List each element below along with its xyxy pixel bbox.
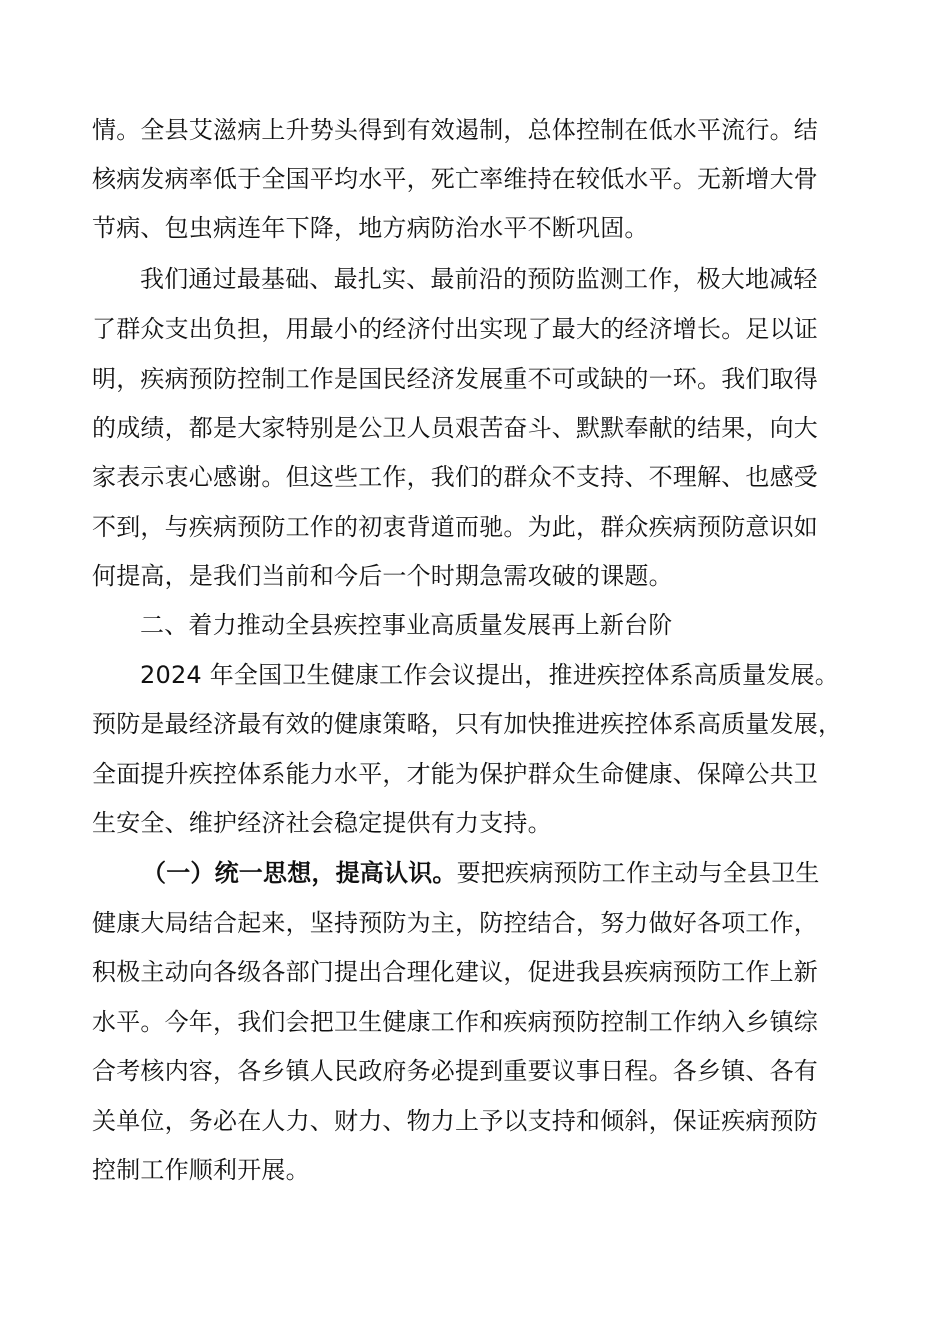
subsection-heading: （一）统一思想，提高认识。 xyxy=(142,859,457,887)
text-line: 生安全、维护经济社会稳定提供有力支持。 xyxy=(92,809,552,837)
text-line: 健康大局结合起来，坚持预防为主，防控结合，努力做好各项工作， xyxy=(92,909,818,937)
text-line: 全面提升疾控体系能力水平，才能为保护群众生命健康、保障公共卫 xyxy=(92,760,818,788)
text-line: 何提高，是我们当前和今后一个时期急需攻破的课题。 xyxy=(92,562,673,590)
paragraph-first-line: 2024 年全国卫生健康工作会议提出，推进疾控体系高质量发展。 xyxy=(140,661,839,689)
text-line: 了群众支出负担，用最小的经济付出实现了最大的经济增长。足以证 xyxy=(92,315,818,343)
text-line: 明，疾病预防控制工作是国民经济发展重不可或缺的一环。我们取得 xyxy=(92,365,818,393)
text-line: 节病、包虫病连年下降，地方病防治水平不断巩固。 xyxy=(92,214,649,242)
text-line: 水平。今年，我们会把卫生健康工作和疾病预防控制工作纳入乡镇综 xyxy=(92,1008,818,1036)
text-line: 情。全县艾滋病上升势头得到有效遏制，总体控制在低水平流行。结 xyxy=(92,116,818,144)
text-line: 合考核内容，各乡镇人民政府务必提到重要议事日程。各乡镇、各有 xyxy=(92,1057,818,1085)
text-line: 核病发病率低于全国平均水平，死亡率维持在较低水平。无新增大骨 xyxy=(92,165,818,193)
text-line: 控制工作顺利开展。 xyxy=(92,1156,310,1184)
text-line: 积极主动向各级各部门提出合理化建议，促进我县疾病预防工作上新 xyxy=(92,958,818,986)
text-line: 家表示衷心感谢。但这些工作，我们的群众不支持、不理解、也感受 xyxy=(92,463,818,491)
section-heading: 二、着力推动全县疾控事业高质量发展再上新台阶 xyxy=(140,611,673,639)
text-line: 预防是最经济最有效的健康策略，只有加快推进疾控体系高质量发展， xyxy=(92,710,843,738)
text-line: 不到，与疾病预防工作的初衷背道而驰。为此，群众疾病预防意识如 xyxy=(92,513,818,541)
text-line: 的成绩，都是大家特别是公卫人员艰苦奋斗、默默奉献的结果，向大 xyxy=(92,414,818,442)
subsection-line xyxy=(142,857,884,889)
text-line: 关单位，务必在人力、财力、物力上予以支持和倾斜，保证疾病预防 xyxy=(92,1107,818,1135)
paragraph-first-line: 我们通过最基础、最扎实、最前沿的预防监测工作，极大地减轻 xyxy=(140,265,818,293)
subsection-text: 要把疾病预防工作主动与全县卫生 xyxy=(456,859,820,887)
